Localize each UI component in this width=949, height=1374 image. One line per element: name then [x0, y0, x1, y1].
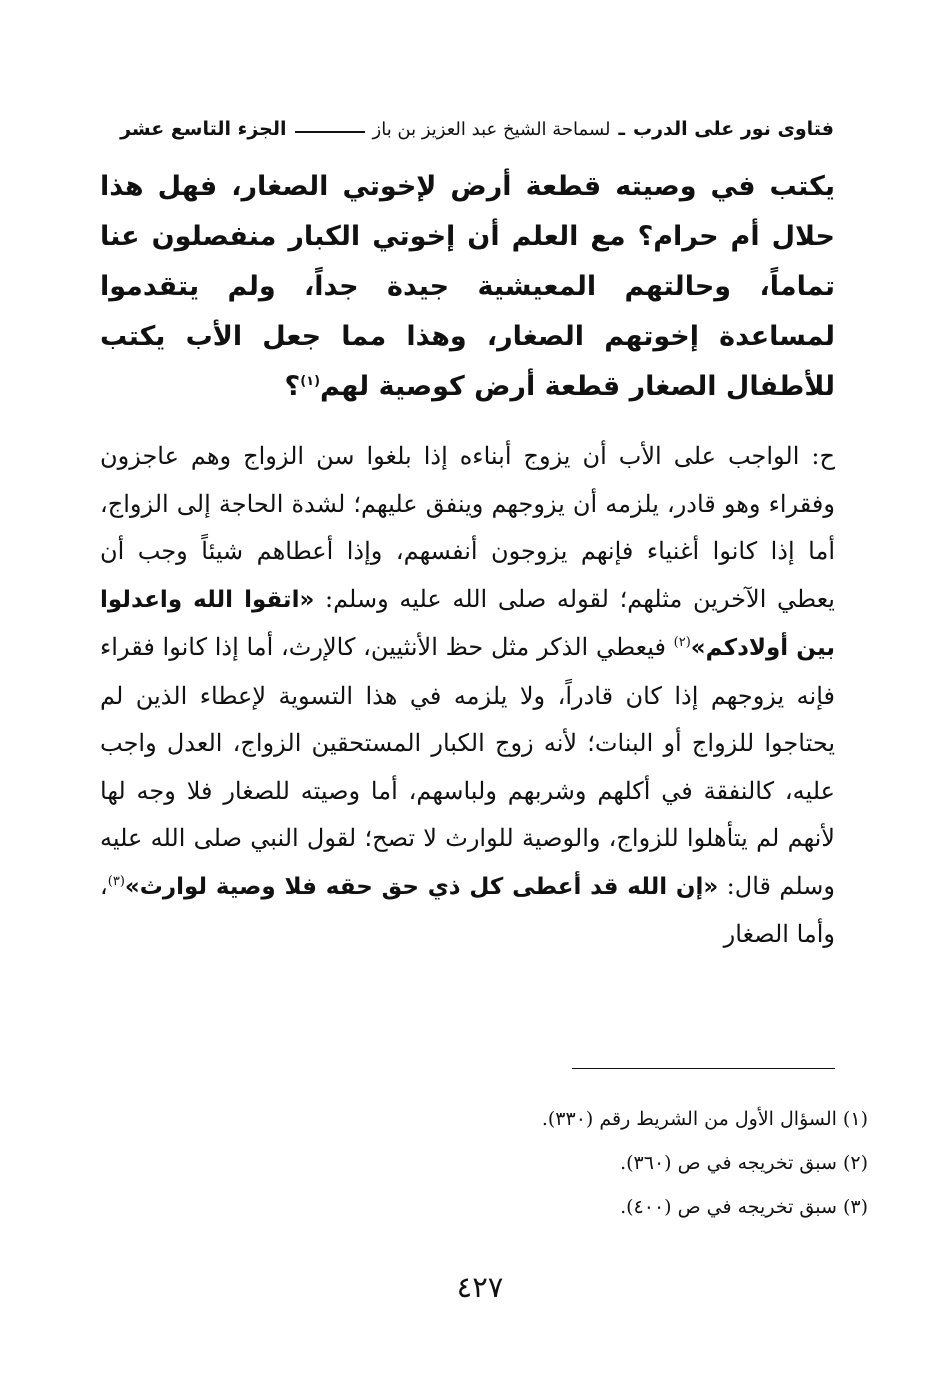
header-rule [295, 131, 365, 133]
footnote-ref-3: (٣) [107, 873, 125, 889]
author-name: لسماحة الشيخ عبد العزيز بن باز [372, 118, 611, 140]
page-number: ٤٢٧ [456, 1270, 504, 1304]
answer-text-1: الواجب على الأب أن يزوج أبناءه إذا بلغوا سن الزواج وهم عاجزون وفقراء وهو قادر، يلزمه أن يزوجهم وينفق عليهم؛ لشدة الحاجة إلى الزواج، أما إذا كانوا أغنياء فإنهم يزوجون أنفسهم، وإذا أعطاهم شيئاً وجب أن يعطي الآخرين مثلهم؛ لقوله صلى الله عليه وسلم: [100, 442, 835, 613]
part-title: الجزء التاسع عشر [120, 118, 287, 140]
book-title: فتاوى نور على الدرب [633, 118, 834, 140]
hadith-quote-2: «إن الله قد أعطى كل ذي حق حقه فلا وصية لوارث» [124, 873, 719, 900]
question-text: يكتب في وصيته قطعة أرض لإخوتي الصغار، فهل هذا حلال أم حرام؟ مع العلم أن إخوتي الكبار منفصلون عنا تماماً، وحالتهم المعيشية جيدة جداً، ولم يتقدموا لمساعدة إخوتهم الصغار، وهذا مما جعل الأب يكتب للأطفال الصغار قطعة أرض كوصية لهم [100, 171, 835, 402]
footnotes [300, 1097, 868, 1229]
running-header [108, 112, 834, 146]
answer-paragraph [100, 433, 835, 959]
footnote-item: (٢) سبق تخريجه في ص (٣٦٠). [620, 1152, 868, 1174]
footnote-ref-1: (١) [300, 374, 321, 389]
hadith-quote-1: «اتقوا الله واعدلوا بين أولادكم» [100, 586, 836, 661]
header-dash: ـ [618, 118, 625, 140]
question-end: ؟ [284, 371, 301, 402]
answer-prefix: ح: [799, 442, 835, 470]
footnote-ref-2: (٢) [673, 635, 691, 650]
question-paragraph [100, 162, 835, 412]
answer-text-3: ، وأما الصغار [100, 871, 835, 948]
footnote-divider [572, 1068, 835, 1069]
footnote-item: (١) السؤال الأول من الشريط رقم (٣٣٠). [541, 1108, 868, 1130]
footnote-item: (٣) سبق تخريجه في ص (٤٠٠). [620, 1196, 868, 1218]
answer-text-2: فيعطي الذكر مثل حظ الأنثيين، كالإرث، أما إذا كانوا فقراء فإنه يزوجهم إذا كان قادراً، ولا يلزمه في هذا التسوية لإعطاء الذين لم يحتاجوا للزواج أو البنات؛ لأنه زوج الكبار المستحقين الزواج، العدل واجب عليه، كالنفقة في أكلهم وشربهم ولباسهم، أما وصيته للصغار فلا وجه لها لأنهم لم يتأهلوا للزواج، والوصية للوارث لا تصح؛ لقول النبي صلى الله عليه وسلم قال: [100, 633, 835, 900]
